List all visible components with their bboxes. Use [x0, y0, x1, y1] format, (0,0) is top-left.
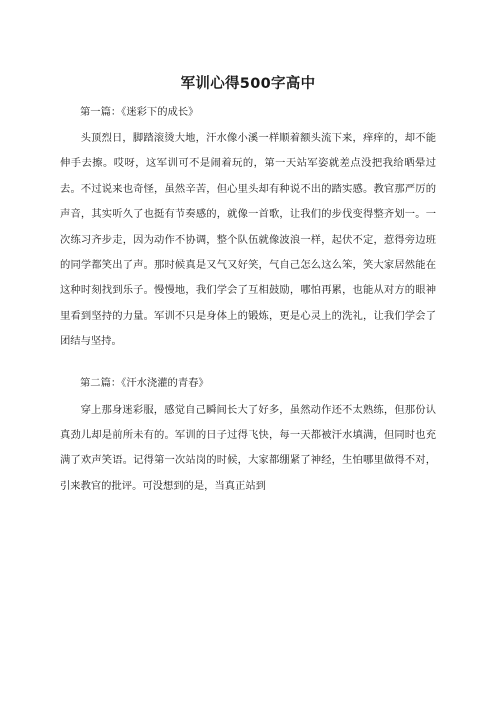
section-two-heading: 第二篇：《汗水浇灌的青春》 [80, 376, 209, 389]
section-spacer [60, 355, 436, 373]
section-one-heading: 第一篇：《迷彩下的成长》 [80, 106, 199, 118]
section-two-paragraph: 穿上那身迷彩服，感觉自己瞬间长大了好多，虽然动作还不太熟练，但那份认真劲儿却是前所未有的。军训的日子过得飞快，每一天都被汗水填满，但同时也充满了欢声笑语。记得第一次站岗的时候，大家都绷紧了神经，生怕哪里做得不对，引来教官的批评。可没想到的是，当真正站到 [60, 403, 436, 492]
document-title: 军训心得500字高中 [180, 76, 316, 92]
section-one-paragraph: 头顶烈日，脚踏滚烫大地，汗水像小溪一样顺着额头流下来，痒痒的，却不能伸手去擦。哎呀，这军训可不是闹着玩的，第一天站军姿就差点没把我给晒晕过去。不过说来也奇怪，虽然辛苦，但心里头却有种说不出的踏实感。教官那严厉的声音，其实听久了也挺有节奏感的，就像一首歌，让我们的步伐变得整齐划一。一次练习齐步走，因为动作不协调，整个队伍就像波浪一样，起伏不定，惹得旁边班的同学都笑出了声。那时候真是又气又好笑，气自己怎么这么笨，笑大家居然能在这种时刻找到乐子。慢慢地，我们学会了互相鼓励，哪怕再累，也能从对方的眼神里看到坚持的力量。军训不只是身体上的锻炼，更是心灵上的洗礼，让我们学会了团结与坚持。 [60, 132, 436, 348]
section-two [60, 373, 436, 500]
section-one [60, 102, 436, 355]
